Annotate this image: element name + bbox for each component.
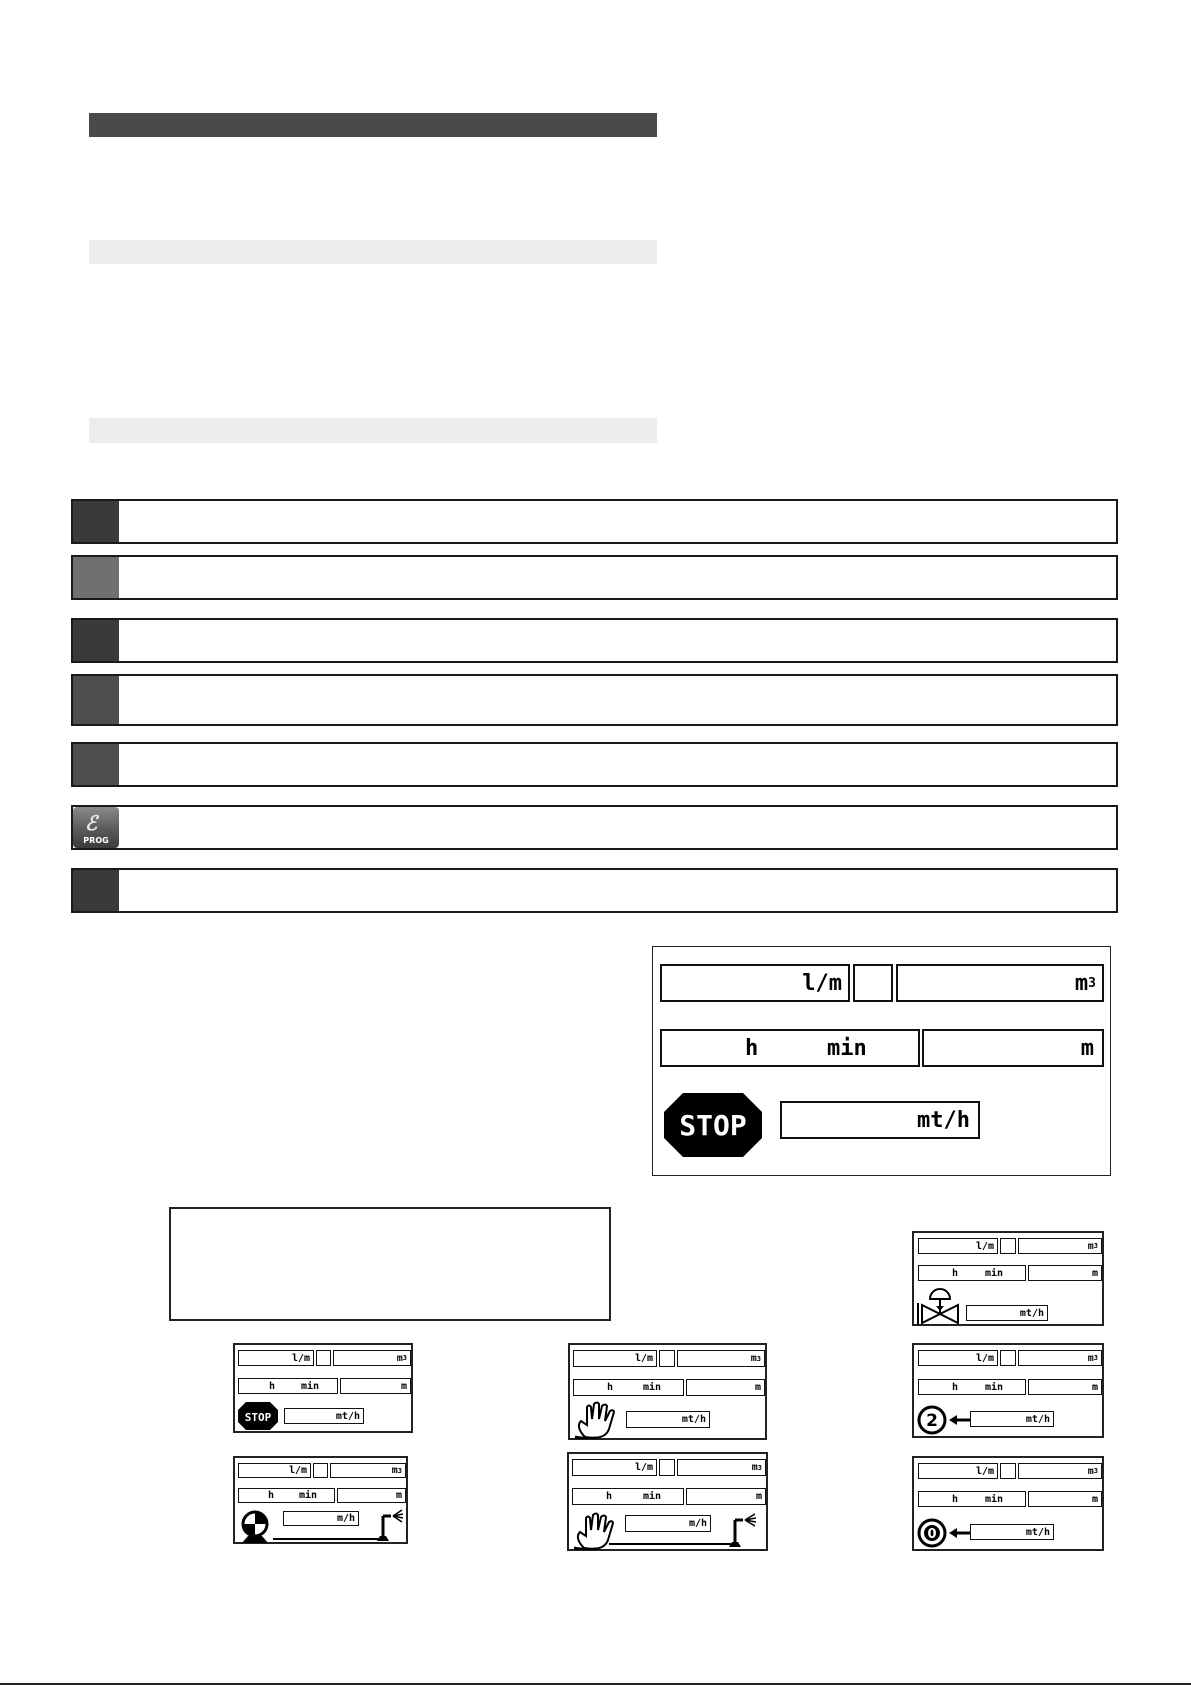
flow-unit: l/m bbox=[634, 1353, 653, 1364]
lcd-valve-mode bbox=[912, 1231, 1104, 1326]
time-field bbox=[573, 1379, 684, 1396]
volume-field bbox=[896, 964, 1104, 1002]
number-two-arrow-icon bbox=[917, 1405, 973, 1435]
hours-unit: h bbox=[268, 1490, 275, 1501]
speed-field bbox=[970, 1411, 1054, 1427]
hose-line bbox=[609, 1543, 731, 1545]
speed-unit: mt/h bbox=[335, 1410, 360, 1422]
minutes-unit: min bbox=[643, 1491, 662, 1502]
stop-sign-icon bbox=[238, 1402, 278, 1430]
distance-unit: m bbox=[1091, 1381, 1098, 1393]
distance-unit: m bbox=[1091, 1493, 1098, 1505]
minutes-unit: min bbox=[985, 1267, 1004, 1279]
key-icon[interactable] bbox=[73, 557, 119, 598]
speed-unit: m/h bbox=[336, 1513, 355, 1524]
valve-icon bbox=[916, 1287, 964, 1325]
flow-rate-field bbox=[238, 1463, 311, 1478]
speed-field bbox=[966, 1305, 1048, 1321]
key-icon[interactable] bbox=[73, 620, 119, 661]
hours-unit: h bbox=[952, 1493, 959, 1505]
flow-unit: l/m bbox=[802, 970, 842, 996]
reel-icon bbox=[238, 1510, 276, 1544]
distance-field bbox=[1028, 1265, 1102, 1281]
hours-unit: h bbox=[952, 1381, 959, 1393]
key-row-1 bbox=[71, 499, 1118, 544]
small-indicator-field bbox=[853, 964, 893, 1002]
note-box bbox=[169, 1207, 611, 1321]
volume-unit: m bbox=[1074, 970, 1089, 996]
small-indicator-field bbox=[1000, 1350, 1016, 1366]
speed-unit: mt/h bbox=[1025, 1413, 1050, 1425]
minutes-unit: min bbox=[985, 1493, 1004, 1505]
volume-unit: m bbox=[750, 1353, 757, 1364]
flow-rate-field bbox=[238, 1350, 314, 1366]
volume-unit: m bbox=[391, 1465, 398, 1476]
stop-sign-label: STOP bbox=[679, 1109, 747, 1142]
key-icon[interactable] bbox=[73, 870, 119, 911]
time-field bbox=[238, 1378, 338, 1394]
minutes-unit: min bbox=[299, 1490, 318, 1501]
flow-unit: l/m bbox=[975, 1240, 994, 1252]
prog-key-icon[interactable]: ℰ PROG bbox=[73, 807, 119, 848]
subsection-header-bar bbox=[89, 418, 657, 443]
minutes-unit: min bbox=[827, 1035, 867, 1061]
hours-unit: h bbox=[606, 1491, 613, 1502]
flow-unit: l/m bbox=[291, 1352, 310, 1364]
key-row-4 bbox=[71, 674, 1118, 726]
speed-field bbox=[284, 1408, 364, 1424]
lcd-reel-mode bbox=[233, 1456, 408, 1544]
small-indicator-field bbox=[659, 1350, 675, 1367]
distance-unit: m bbox=[754, 1382, 761, 1393]
speed-field bbox=[970, 1524, 1054, 1540]
sprinkler-icon bbox=[727, 1512, 761, 1548]
key-row-prog bbox=[71, 805, 1118, 850]
key-row-7 bbox=[71, 868, 1118, 913]
distance-field bbox=[337, 1488, 406, 1503]
key-row-3 bbox=[71, 618, 1118, 663]
speed-field bbox=[626, 1411, 710, 1428]
distance-field bbox=[686, 1488, 766, 1505]
lcd-manual-reel-mode bbox=[567, 1452, 768, 1551]
volume-unit-exponent: 3 bbox=[1088, 975, 1096, 991]
distance-field bbox=[340, 1378, 411, 1394]
speed-unit: m/h bbox=[688, 1518, 707, 1529]
lcd-stop-mode bbox=[233, 1343, 413, 1433]
small-indicator-field bbox=[1000, 1463, 1016, 1479]
time-field bbox=[918, 1379, 1026, 1395]
small-indicator-field bbox=[1000, 1238, 1016, 1254]
speed-unit: mt/h bbox=[917, 1107, 970, 1133]
section-header-bar bbox=[89, 113, 657, 137]
flow-rate-field bbox=[660, 964, 850, 1002]
volume-unit-exponent: 3 bbox=[757, 1463, 762, 1472]
main-lcd-display bbox=[652, 946, 1111, 1176]
hours-unit: h bbox=[607, 1382, 614, 1393]
volume-unit: m bbox=[1087, 1465, 1094, 1477]
stop-sign-label: STOP bbox=[244, 1411, 272, 1424]
volume-field bbox=[1018, 1463, 1102, 1479]
distance-field bbox=[686, 1379, 765, 1396]
subsection-header-bar bbox=[89, 240, 657, 264]
minutes-unit: min bbox=[985, 1381, 1004, 1393]
volume-unit-exponent: 3 bbox=[756, 1354, 761, 1363]
small-indicator-field bbox=[316, 1350, 331, 1366]
hours-unit: h bbox=[269, 1380, 276, 1392]
key-icon[interactable] bbox=[73, 501, 119, 542]
flow-unit: l/m bbox=[634, 1462, 653, 1473]
volume-unit: m bbox=[751, 1462, 758, 1473]
lcd-program-0 bbox=[912, 1456, 1104, 1551]
volume-unit-exponent: 3 bbox=[1093, 1242, 1098, 1250]
prog-key-label: PROG bbox=[83, 836, 109, 845]
volume-unit: m bbox=[1087, 1352, 1094, 1364]
volume-unit: m bbox=[396, 1352, 403, 1364]
key-row-5 bbox=[71, 742, 1118, 787]
program-number: 2 bbox=[926, 1411, 938, 1431]
number-zero-arrow-icon bbox=[917, 1518, 973, 1548]
volume-unit-exponent: 3 bbox=[1093, 1467, 1098, 1475]
lcd-manual-mode bbox=[568, 1343, 767, 1440]
hours-unit: h bbox=[952, 1267, 959, 1279]
distance-unit: m bbox=[395, 1490, 402, 1501]
volume-field bbox=[1018, 1350, 1102, 1366]
flow-rate-field bbox=[572, 1459, 657, 1476]
flow-rate-field bbox=[918, 1350, 998, 1366]
minutes-unit: min bbox=[643, 1382, 662, 1393]
small-indicator-field bbox=[313, 1463, 328, 1478]
volume-field bbox=[677, 1350, 765, 1367]
key-icon[interactable] bbox=[73, 676, 119, 724]
flow-rate-field bbox=[918, 1238, 998, 1254]
distance-unit: m bbox=[755, 1491, 762, 1502]
speed-unit: mt/h bbox=[1025, 1526, 1050, 1538]
hours-unit: h bbox=[745, 1035, 759, 1061]
time-field bbox=[238, 1488, 335, 1503]
distance-field bbox=[1028, 1491, 1102, 1507]
distance-unit: m bbox=[1091, 1267, 1098, 1279]
speed-field bbox=[283, 1511, 359, 1526]
lcd-program-2 bbox=[912, 1343, 1104, 1438]
flow-unit: l/m bbox=[975, 1352, 994, 1364]
distance-unit: m bbox=[400, 1380, 407, 1392]
volume-field bbox=[330, 1463, 406, 1478]
small-indicator-field bbox=[659, 1459, 675, 1476]
volume-unit: m bbox=[1087, 1240, 1094, 1252]
time-field bbox=[572, 1488, 684, 1505]
minutes-unit: min bbox=[301, 1380, 320, 1392]
program-number: 0 bbox=[927, 1527, 937, 1542]
time-field bbox=[660, 1029, 920, 1067]
flow-rate-field bbox=[918, 1463, 998, 1479]
volume-field bbox=[1018, 1238, 1102, 1254]
key-row-2 bbox=[71, 555, 1118, 600]
volume-field bbox=[677, 1459, 766, 1476]
speed-unit: mt/h bbox=[1019, 1307, 1044, 1319]
key-icon[interactable] bbox=[73, 744, 119, 785]
hand-icon bbox=[573, 1401, 623, 1439]
stop-sign-icon bbox=[663, 1092, 763, 1158]
volume-unit-exponent: 3 bbox=[397, 1466, 402, 1475]
speed-unit: mt/h bbox=[681, 1414, 706, 1425]
speed-field bbox=[625, 1515, 711, 1532]
flow-rate-field bbox=[573, 1350, 657, 1367]
time-field bbox=[918, 1491, 1026, 1507]
sprinkler-icon bbox=[375, 1508, 407, 1542]
distance-field bbox=[922, 1029, 1104, 1067]
volume-unit-exponent: 3 bbox=[402, 1354, 407, 1362]
time-field bbox=[918, 1265, 1026, 1281]
flow-unit: l/m bbox=[288, 1465, 307, 1476]
distance-unit: m bbox=[1080, 1035, 1094, 1061]
volume-unit-exponent: 3 bbox=[1093, 1354, 1098, 1362]
speed-field bbox=[780, 1101, 980, 1139]
flow-unit: l/m bbox=[975, 1465, 994, 1477]
hose-line bbox=[273, 1538, 381, 1540]
distance-field bbox=[1028, 1379, 1102, 1395]
volume-field bbox=[333, 1350, 411, 1366]
